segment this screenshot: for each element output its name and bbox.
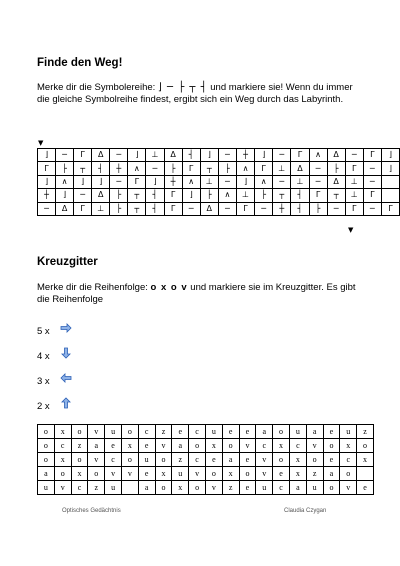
maze-cell[interactable]: ∧	[255, 175, 273, 188]
maze-cell[interactable]: ⊥	[236, 189, 254, 202]
maze-cell[interactable]: ┤	[291, 189, 309, 202]
maze-cell[interactable]: Γ	[363, 189, 381, 202]
maze-cell[interactable]: ─	[363, 202, 381, 215]
maze-cell[interactable]: ┬	[327, 189, 345, 202]
maze-cell[interactable]: ─	[255, 202, 273, 215]
maze-cell[interactable]: ┤	[291, 202, 309, 215]
grid-cell[interactable]: z	[357, 425, 374, 439]
maze-cell[interactable]: ⌋	[381, 149, 399, 162]
maze-cell[interactable]: ─	[74, 189, 92, 202]
grid-cell[interactable]: u	[172, 467, 189, 481]
grid-cell[interactable]: o	[155, 481, 172, 495]
arrow-down-icon	[60, 346, 72, 364]
grid-cell[interactable]: o	[121, 425, 138, 439]
grid-cell[interactable]: e	[323, 425, 340, 439]
maze-cell[interactable]: Γ	[38, 162, 56, 175]
grid-cell[interactable]: e	[239, 453, 256, 467]
maze-cell[interactable]: ∧	[309, 149, 327, 162]
maze-cell[interactable]: Γ	[309, 189, 327, 202]
maze-cell[interactable]: Γ	[345, 162, 363, 175]
grid-cell[interactable]: v	[54, 481, 71, 495]
instruction-before: Merke dir die Symbolereihe:	[37, 82, 156, 93]
grid-cell[interactable]: a	[38, 467, 55, 481]
grid-cell[interactable]: o	[273, 425, 290, 439]
instruction-before: Merke dir die Reihenfolge:	[37, 282, 148, 293]
maze-cell[interactable]	[381, 175, 399, 188]
grid-cell[interactable]: o	[121, 453, 138, 467]
maze-cell[interactable]: Δ	[56, 202, 74, 215]
frequency-count: 2 x	[37, 401, 50, 413]
grid-cell[interactable]: u	[138, 453, 155, 467]
maze-cell[interactable]	[381, 189, 399, 202]
frequency-count: 4 x	[37, 351, 50, 363]
maze-cell[interactable]: ─	[218, 202, 236, 215]
frequency-count: 5 x	[37, 326, 50, 338]
maze-cell[interactable]: ─	[363, 175, 381, 188]
arrow-right-icon	[60, 321, 72, 339]
maze-cell[interactable]: ┤	[146, 189, 164, 202]
grid-cell[interactable]: c	[71, 481, 88, 495]
maze-cell[interactable]: ⌋	[92, 175, 110, 188]
symbol-maze	[37, 148, 400, 216]
grid-cell[interactable]: x	[222, 467, 239, 481]
grid-cell[interactable]: x	[289, 453, 306, 467]
maze-cell[interactable]: ┬	[273, 189, 291, 202]
maze-cell[interactable]: Γ	[255, 162, 273, 175]
frequency-item	[37, 396, 72, 414]
grid-cell[interactable]: v	[205, 481, 222, 495]
grid-cell[interactable]: a	[88, 439, 105, 453]
maze-cell[interactable]: ⊥	[273, 162, 291, 175]
section1-instruction	[37, 82, 367, 106]
grid-cell[interactable]	[121, 481, 138, 495]
grid-cell[interactable]	[357, 467, 374, 481]
maze-cell[interactable]: ┤	[92, 162, 110, 175]
frequency-item	[37, 346, 72, 364]
grid-cell[interactable]: o	[189, 481, 206, 495]
maze-cell[interactable]: ├	[164, 162, 182, 175]
maze-cell[interactable]: ⊥	[345, 175, 363, 188]
instruction-after: und markiere sie! Wenn du immer die gleiche Symbolreihe findest, ergibt sich ein Weg durch das Labyrinth.	[37, 82, 353, 105]
grid-row	[38, 467, 374, 481]
maze-row	[38, 149, 400, 162]
maze-start-marker: ▼	[38, 139, 44, 147]
maze-cell[interactable]: Γ	[236, 202, 254, 215]
grid-row	[38, 425, 374, 439]
maze-cell[interactable]: ⌋	[38, 175, 56, 188]
footer-right: Claudia Czygan	[284, 508, 327, 514]
grid-cell[interactable]: o	[71, 453, 88, 467]
maze-cell[interactable]: ─	[273, 149, 291, 162]
maze-row	[38, 162, 400, 175]
grid-row	[38, 481, 374, 495]
maze-cell[interactable]: ∧	[236, 162, 254, 175]
section2-title: Kreuzgitter	[37, 256, 98, 268]
maze-cell[interactable]: ∧	[182, 175, 200, 188]
grid-cell[interactable]: x	[54, 425, 71, 439]
grid-cell[interactable]: a	[222, 453, 239, 467]
maze-cell[interactable]: ─	[182, 202, 200, 215]
maze-cell[interactable]: ⌋	[255, 149, 273, 162]
maze-cell[interactable]: ┬	[200, 162, 218, 175]
maze-cell[interactable]: ⊥	[291, 175, 309, 188]
maze-cell[interactable]: ⌋	[146, 175, 164, 188]
maze-cell[interactable]: ─	[110, 149, 128, 162]
maze-cell[interactable]: ─	[56, 149, 74, 162]
grid-cell[interactable]: a	[323, 467, 340, 481]
maze-cell[interactable]: ⊥	[92, 202, 110, 215]
grid-cell[interactable]: v	[121, 467, 138, 481]
grid-cell[interactable]: z	[71, 439, 88, 453]
maze-cell[interactable]: ├	[255, 189, 273, 202]
maze-cell[interactable]: Δ	[92, 149, 110, 162]
grid-cell[interactable]: v	[105, 467, 122, 481]
grid-cell[interactable]: e	[273, 467, 290, 481]
grid-cell[interactable]: c	[273, 481, 290, 495]
grid-cell[interactable]: u	[256, 481, 273, 495]
grid-cell[interactable]: o	[54, 467, 71, 481]
grid-cell[interactable]: o	[340, 467, 357, 481]
grid-cell[interactable]: z	[222, 481, 239, 495]
maze-cell[interactable]: Γ	[128, 175, 146, 188]
grid-cell[interactable]: z	[155, 425, 172, 439]
grid-cell[interactable]: v	[340, 481, 357, 495]
maze-cell[interactable]: ┼	[236, 149, 254, 162]
grid-cell[interactable]: x	[71, 467, 88, 481]
maze-cell[interactable]: Δ	[327, 175, 345, 188]
grid-cell[interactable]: u	[289, 425, 306, 439]
grid-cell[interactable]: e	[239, 481, 256, 495]
grid-cell[interactable]: c	[105, 453, 122, 467]
frequency-item	[37, 321, 72, 339]
grid-cell[interactable]: o	[273, 453, 290, 467]
frequency-count: 3 x	[37, 376, 50, 388]
maze-cell[interactable]: ∧	[128, 162, 146, 175]
maze-cell[interactable]: ─	[218, 175, 236, 188]
grid-cell[interactable]: e	[222, 425, 239, 439]
grid-cell[interactable]: v	[256, 467, 273, 481]
grid-cell[interactable]: e	[357, 481, 374, 495]
grid-cell[interactable]: c	[189, 425, 206, 439]
grid-cell[interactable]: v	[155, 439, 172, 453]
maze-cell[interactable]: ┼	[164, 175, 182, 188]
grid-cell[interactable]: v	[88, 453, 105, 467]
grid-cell[interactable]: u	[340, 425, 357, 439]
grid-cell[interactable]: v	[239, 439, 256, 453]
maze-cell[interactable]: ─	[309, 162, 327, 175]
maze-cell[interactable]: ⌋	[200, 149, 218, 162]
maze-cell[interactable]: ─	[110, 175, 128, 188]
symbol-sequence: ⌋ ─ ├ ┬ ┤	[157, 82, 208, 93]
maze-cell[interactable]: ─	[218, 149, 236, 162]
section1-title: Finde den Weg!	[37, 57, 123, 69]
maze-cell[interactable]: ⌋	[74, 175, 92, 188]
grid-cell[interactable]: u	[105, 481, 122, 495]
maze-cell[interactable]: ─	[309, 175, 327, 188]
grid-cell[interactable]: a	[256, 425, 273, 439]
grid-cell[interactable]: z	[88, 481, 105, 495]
grid-cell[interactable]: c	[340, 453, 357, 467]
grid-cell[interactable]: a	[306, 425, 323, 439]
grid-cell[interactable]: c	[138, 425, 155, 439]
maze-cell[interactable]: ┤	[146, 202, 164, 215]
maze-cell[interactable]: Γ	[291, 149, 309, 162]
grid-cell[interactable]: o	[306, 453, 323, 467]
grid-cell[interactable]: a	[289, 481, 306, 495]
maze-cell[interactable]: ├	[200, 189, 218, 202]
grid-cell[interactable]: e	[239, 425, 256, 439]
maze-cell[interactable]: ⌋	[182, 189, 200, 202]
maze-cell[interactable]: Γ	[182, 162, 200, 175]
grid-cell[interactable]: x	[172, 481, 189, 495]
maze-cell[interactable]: ┬	[128, 202, 146, 215]
maze-cell[interactable]: Δ	[92, 189, 110, 202]
maze-cell[interactable]: ⌋	[56, 189, 74, 202]
section2-instruction	[37, 282, 367, 306]
grid-cell[interactable]: c	[189, 453, 206, 467]
maze-cell[interactable]: ├	[110, 202, 128, 215]
maze-cell[interactable]: Δ	[164, 149, 182, 162]
maze-cell[interactable]: ┼	[110, 162, 128, 175]
grid-cell[interactable]: c	[54, 439, 71, 453]
maze-cell[interactable]: ├	[309, 202, 327, 215]
maze-cell[interactable]: Γ	[381, 202, 399, 215]
maze-cell[interactable]: ⌋	[38, 149, 56, 162]
grid-cell[interactable]: x	[289, 467, 306, 481]
grid-cell[interactable]: c	[289, 439, 306, 453]
maze-cell[interactable]: ∧	[218, 189, 236, 202]
grid-cell[interactable]: o	[205, 467, 222, 481]
grid-cell[interactable]: e	[323, 453, 340, 467]
maze-row	[38, 175, 400, 188]
grid-cell[interactable]: o	[323, 439, 340, 453]
grid-cell[interactable]: u	[306, 481, 323, 495]
grid-cell[interactable]: o	[189, 439, 206, 453]
grid-cell[interactable]: o	[38, 439, 55, 453]
maze-cell[interactable]: ├	[327, 162, 345, 175]
grid-cell[interactable]: v	[88, 425, 105, 439]
grid-cell[interactable]: a	[138, 481, 155, 495]
instruction-after: und markiere sie im Kreuzgitter. Es gibt die Reihenfolge	[37, 282, 356, 305]
grid-cell[interactable]: o	[239, 467, 256, 481]
maze-cell[interactable]: Γ	[345, 202, 363, 215]
maze-cell[interactable]: ├	[218, 162, 236, 175]
grid-cell[interactable]: x	[340, 439, 357, 453]
grid-cell[interactable]: e	[105, 439, 122, 453]
maze-cell[interactable]: Γ	[74, 202, 92, 215]
maze-cell[interactable]: ┤	[182, 149, 200, 162]
maze-cell[interactable]: ─	[327, 202, 345, 215]
grid-cell[interactable]: a	[172, 439, 189, 453]
maze-row	[38, 189, 400, 202]
maze-cell[interactable]: ⌋	[236, 175, 254, 188]
maze-cell[interactable]: ─	[363, 162, 381, 175]
maze-cell[interactable]: ─	[146, 162, 164, 175]
grid-cell[interactable]: e	[138, 467, 155, 481]
grid-cell[interactable]: u	[205, 425, 222, 439]
maze-cell[interactable]: ─	[38, 202, 56, 215]
grid-cell[interactable]: o	[155, 453, 172, 467]
grid-cell[interactable]: c	[256, 439, 273, 453]
maze-cell[interactable]: Γ	[74, 149, 92, 162]
maze-cell[interactable]: ┼	[38, 189, 56, 202]
grid-cell[interactable]: o	[88, 467, 105, 481]
arrow-left-icon	[60, 371, 72, 389]
grid-cell[interactable]: v	[306, 439, 323, 453]
grid-row	[38, 453, 374, 467]
maze-cell[interactable]: ⊥	[345, 189, 363, 202]
maze-cell[interactable]: Δ	[327, 149, 345, 162]
grid-cell[interactable]: o	[38, 453, 55, 467]
grid-cell[interactable]: o	[357, 439, 374, 453]
maze-row	[38, 202, 400, 215]
maze-cell[interactable]: ┼	[273, 202, 291, 215]
maze-cell[interactable]: Γ	[164, 189, 182, 202]
maze-end-marker: ▼	[348, 226, 354, 234]
grid-cell[interactable]: x	[54, 453, 71, 467]
footer-left: Optisches Gedächtnis	[62, 508, 121, 514]
grid-cell[interactable]: x	[155, 467, 172, 481]
grid-cell[interactable]: o	[222, 439, 239, 453]
maze-cell[interactable]: ├	[110, 189, 128, 202]
grid-cell[interactable]: z	[172, 453, 189, 467]
grid-cell[interactable]: o	[38, 425, 55, 439]
grid-cell[interactable]: e	[138, 439, 155, 453]
maze-cell[interactable]: ┬	[74, 162, 92, 175]
grid-cell[interactable]: u	[38, 481, 55, 495]
maze-cell[interactable]: Γ	[164, 202, 182, 215]
grid-cell[interactable]: e	[205, 453, 222, 467]
grid-cell[interactable]: u	[105, 425, 122, 439]
maze-cell[interactable]: ─	[345, 149, 363, 162]
grid-cell[interactable]: e	[172, 425, 189, 439]
frequency-item	[37, 371, 72, 389]
grid-cell[interactable]: x	[273, 439, 290, 453]
grid-row	[38, 439, 374, 453]
maze-cell[interactable]: ⌋	[381, 162, 399, 175]
grid-cell[interactable]: o	[323, 481, 340, 495]
letter-sequence: o x o v	[150, 282, 188, 293]
maze-cell[interactable]: ─	[273, 175, 291, 188]
maze-cell[interactable]: Δ	[291, 162, 309, 175]
arrow-up-icon	[60, 396, 72, 414]
maze-cell[interactable]: ├	[56, 162, 74, 175]
maze-cell[interactable]: ┬	[128, 189, 146, 202]
grid-cell[interactable]: o	[71, 425, 88, 439]
maze-cell[interactable]: ⊥	[146, 149, 164, 162]
maze-cell[interactable]: ⊥	[200, 175, 218, 188]
maze-cell[interactable]: Δ	[200, 202, 218, 215]
cross-grid	[37, 424, 374, 495]
maze-cell[interactable]: ⌋	[128, 149, 146, 162]
grid-cell[interactable]: x	[357, 453, 374, 467]
grid-cell[interactable]: v	[256, 453, 273, 467]
grid-cell[interactable]: v	[189, 467, 206, 481]
grid-cell[interactable]: z	[306, 467, 323, 481]
maze-cell[interactable]: Γ	[363, 149, 381, 162]
grid-cell[interactable]: x	[205, 439, 222, 453]
maze-cell[interactable]: ∧	[56, 175, 74, 188]
grid-cell[interactable]: x	[121, 439, 138, 453]
